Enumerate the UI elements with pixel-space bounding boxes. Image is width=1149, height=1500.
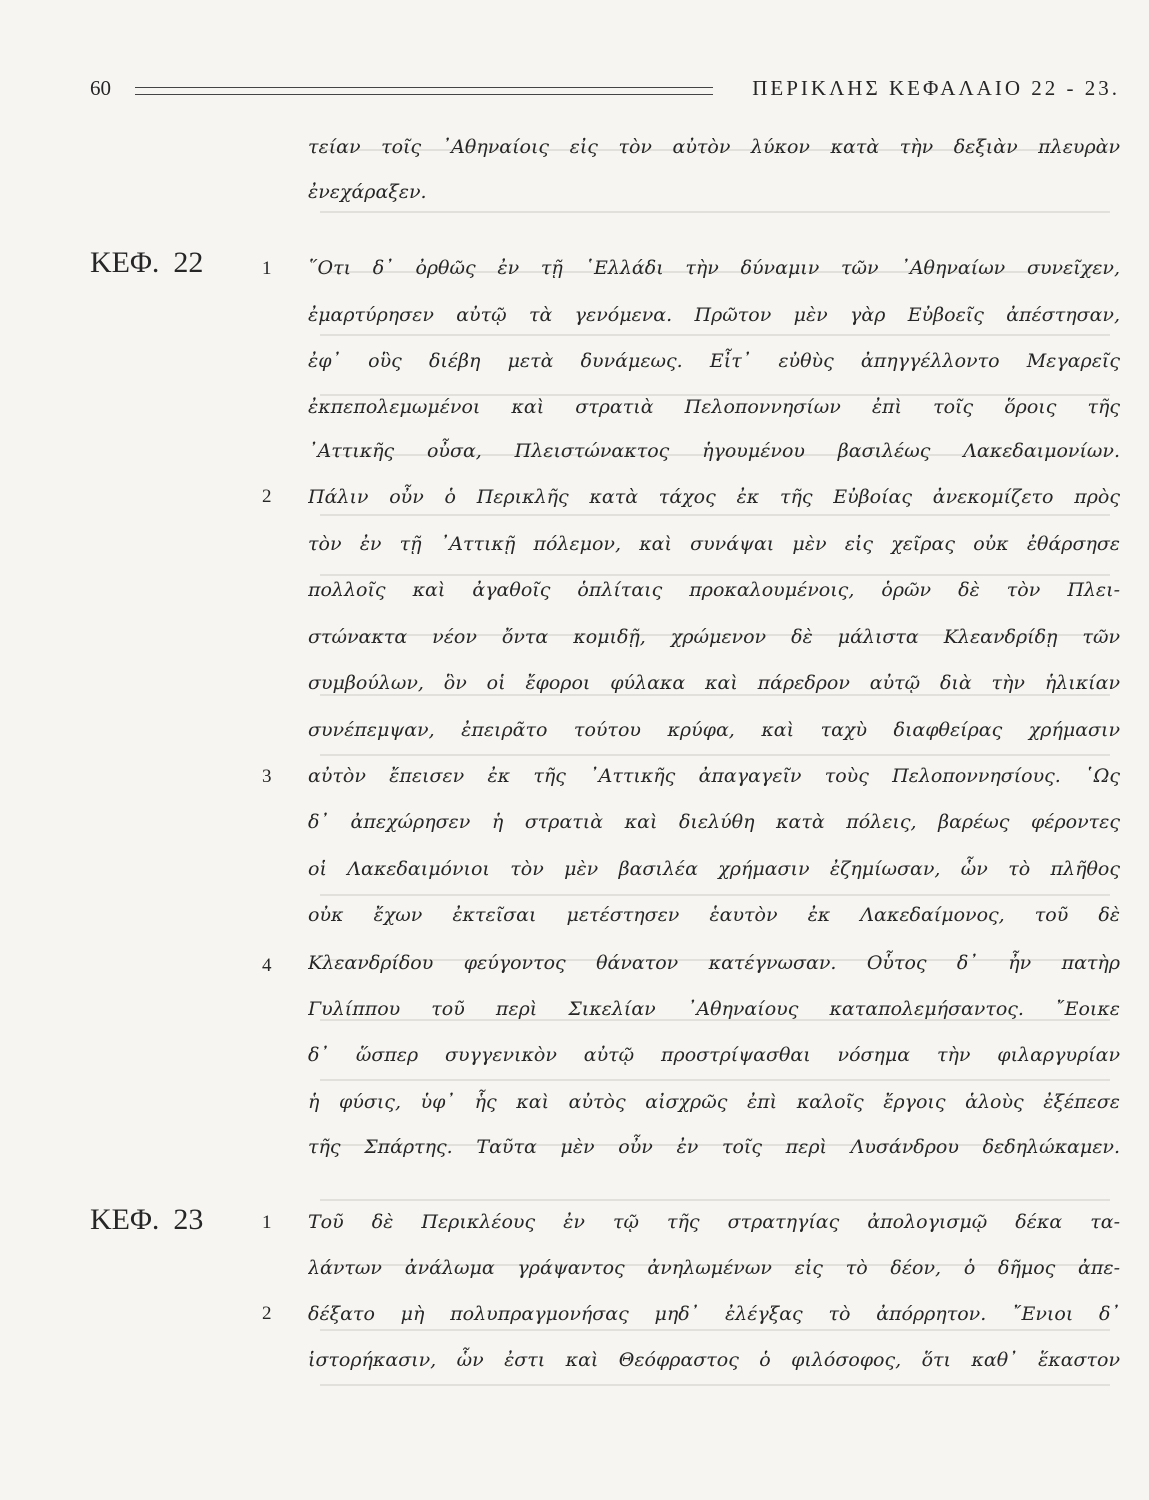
running-title: ΠΕΡΙΚΛΗΣ ΚΕΦΑΛΑΙΟ 22 - 23. xyxy=(752,76,1120,100)
text-line: ἐνεχάραξεν. xyxy=(308,181,427,203)
text-line: ἐκπεπολεμωμένοι καὶ στρατιὰ Πελοποννησίων ἐπὶ τοῖς ὅροις τῆς xyxy=(308,396,1120,418)
text-line: συνέπεμψαν, ἐπειρᾶτο τούτου κρύφα, καὶ ταχὺ διαφθείρας χρήμασιν xyxy=(308,719,1120,741)
chapter-heading xyxy=(90,246,203,280)
text-line: συμβούλων, ὃν οἱ ἔφοροι φύλακα καὶ πάρεδρον αὐτῷ διὰ τὴν ἡλικίαν xyxy=(308,672,1120,694)
text-line: πολλοῖς καὶ ἀγαθοῖς ὁπλίταις προκαλουμένοις, ὁρῶν δὲ τὸν Πλει- xyxy=(308,579,1120,601)
chapter-number: 22 xyxy=(173,246,204,279)
text-line: δ᾿ ἀπεχώρησεν ἡ στρατιὰ καὶ διελύθη κατὰ πόλεις, βαρέως φέροντες xyxy=(308,811,1120,833)
chapter-number: 23 xyxy=(173,1203,204,1236)
text-line: ἐφ᾿ οὓς διέβη μετὰ δυνάμεως. Εἶτ᾿ εὐθὺς ἀπηγγέλλοντο Μεγαρεῖς xyxy=(308,350,1120,372)
section-number: 2 xyxy=(262,486,272,507)
text-line: δέξατο μὴ πολυπραγμονήσας μηδ᾿ ἐλέγξας τὸ ἀπόρρητον. ῎Ενιοι δ᾿ xyxy=(308,1303,1120,1325)
text-line: ἡ φύσις, ὑφ᾿ ἧς καὶ αὐτὸς αἰσχρῶς ἐπὶ καλοῖς ἔργοις ἁλοὺς ἐξέπεσε xyxy=(308,1091,1120,1113)
section-number: 4 xyxy=(262,955,272,976)
text-line: τῆς Σπάρτης. Ταῦτα μὲν οὖν ἐν τοῖς περὶ Λυσάνδρου δεδηλώκαμεν. xyxy=(308,1136,1120,1158)
section-number: 1 xyxy=(262,1212,272,1233)
text-line: Κλεανδρίδου φεύγοντος θάνατον κατέγνωσαν. Οὗτος δ᾿ ἦν πατὴρ xyxy=(308,952,1120,974)
text-line: ῞Οτι δ᾿ ὀρθῶς ἐν τῇ ῾Ελλάδι τὴν δύναμιν τῶν ᾿Αθηναίων συνεῖχεν, xyxy=(308,257,1120,279)
text-line: στώνακτα νέον ὄντα κομιδῇ, χρώμενον δὲ μάλιστα Κλεανδρίδῃ τῶν xyxy=(308,626,1120,648)
chapter-heading xyxy=(90,1203,203,1237)
header-rule xyxy=(135,87,713,95)
page-number: 60 xyxy=(90,76,111,100)
text-line: ᾿Αττικῆς οὖσα, Πλειστώνακτος ἡγουμένου βασιλέως Λακεδαιμονίων. xyxy=(308,440,1120,462)
text-line: λάντων ἀνάλωμα γράψαντος ἀνηλωμένων εἰς τὸ δέον, ὁ δῆμος ἀπε- xyxy=(308,1257,1120,1279)
text-line: ἱστορήκασιν, ὧν ἐστι καὶ Θεόφραστος ὁ φιλόσοφος, ὅτι καθ᾿ ἕκαστον xyxy=(308,1349,1120,1371)
chapter-label: ΚΕΦ. xyxy=(90,246,160,279)
running-header xyxy=(90,76,1120,106)
text-line: ἐμαρτύρησεν αὐτῷ τὰ γενόμενα. Πρῶτον μὲν γὰρ Εὐβοεῖς ἀπέστησαν, xyxy=(308,304,1120,326)
text-line: Γυλίππου τοῦ περὶ Σικελίαν ᾿Αθηναίους καταπολεμήσαντος. ῎Εοικε xyxy=(308,998,1120,1020)
text-line: τείαν τοῖς ᾿Αθηναίοις εἰς τὸν αὐτὸν λύκον κατὰ τὴν δεξιὰν πλευρὰν xyxy=(308,136,1120,158)
section-number: 1 xyxy=(262,258,272,279)
text-line: δ᾿ ὥσπερ συγγενικὸν αὐτῷ προστρίψασθαι νόσημα τὴν φιλαργυρίαν xyxy=(308,1044,1120,1066)
text-line: Τοῦ δὲ Περικλέους ἐν τῷ τῆς στρατηγίας ἀπολογισμῷ δέκα τα- xyxy=(308,1211,1120,1233)
chapter-label: ΚΕΦ. xyxy=(90,1203,160,1236)
text-line: αὐτὸν ἔπεισεν ἐκ τῆς ᾿Αττικῆς ἀπαγαγεῖν τοὺς Πελοποννησίους. ῾Ως xyxy=(308,765,1120,787)
section-number: 3 xyxy=(262,766,272,787)
text-line: οἱ Λακεδαιμόνιοι τὸν μὲν βασιλέα χρήμασιν ἐζημίωσαν, ὧν τὸ πλῆθος xyxy=(308,858,1120,880)
text-line: οὐκ ἔχων ἐκτεῖσαι μετέστησεν ἑαυτὸν ἐκ Λακεδαίμονος, τοῦ δὲ xyxy=(308,904,1120,926)
text-line: τὸν ἐν τῇ ᾿Αττικῇ πόλεμον, καὶ συνάψαι μὲν εἰς χεῖρας οὐκ ἐθάρσησε xyxy=(308,533,1120,555)
text-line: Πάλιν οὖν ὁ Περικλῆς κατὰ τάχος ἐκ τῆς Εὐβοίας ἀνεκομίζετο πρὸς xyxy=(308,486,1120,508)
section-number: 2 xyxy=(262,1303,272,1324)
